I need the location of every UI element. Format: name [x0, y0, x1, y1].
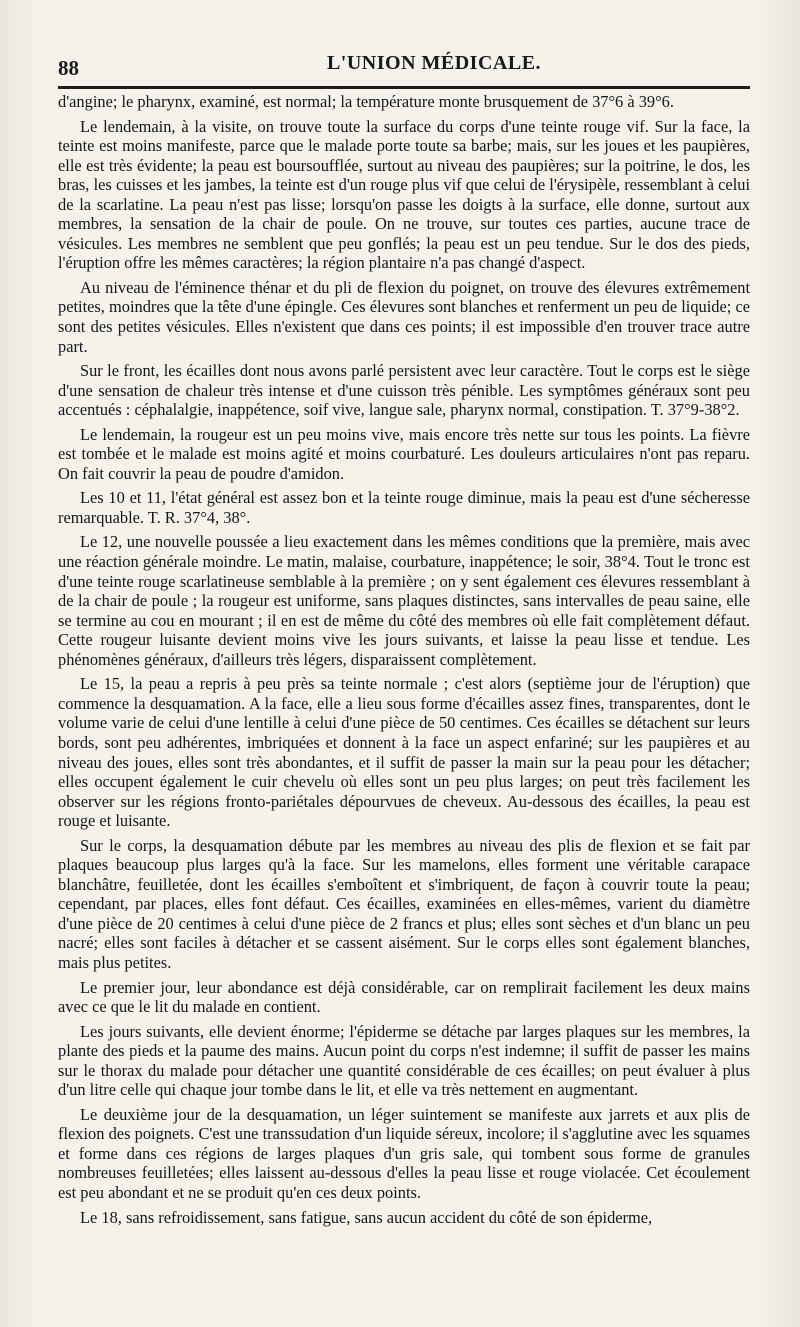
paragraph: Le 15, la peau a repris à peu près sa teinte normale ; c'est alors (septième jour de l'éruption) que commence la desquamation. A la face, elle a lieu sous forme d'écailles assez fines, transparentes, dont le volume varie de celui d'une lentille à celui d'une pièce de 50 centimes. Ces écailles se détachent sur leurs bords, sont peu adhérentes, imbriquées et donnent à la face un aspect enfariné; sur les paupières et au niveau des joues, elles sont très abondantes, et il suffit de passer la main sur la peau pour les détacher; elles occupent également le cuir chevelu où elles sont un peu plus larges; on peut très facilement les observer sur les régions fronto-pariétales dépourvues de cheveux. Au-dessous des écailles, la peau est rouge et luisante. — [58, 674, 750, 831]
paragraph: Au niveau de l'éminence thénar et du pli de flexion du poignet, on trouve des élevures extrêmement petites, moindres que la tête d'une épingle. Ces élevures sont blanches et renferment un peu de liquide; ce sont des petites vésicules. Elles n'existent que dans ces points; il est impossible d'en trouver trace autre part. — [58, 277, 750, 356]
paragraph: Le lendemain, la rougeur est un peu moins vive, mais encore très nette sur tous les points. La fièvre est tombée et le malade est moins agité et moins courbaturé. Les douleurs articulaires n'ont pas reparu. On fait couvrir la peau de poudre d'amidon. — [58, 424, 750, 483]
paragraph: Le premier jour, leur abondance est déjà considérable, car on remplirait facilement les deux mains avec ce que le lit du malade en contient. — [58, 977, 750, 1017]
paragraph: Le lendemain, à la visite, on trouve toute la surface du corps d'une teinte rouge vif. Sur la face, la teinte est moins manifeste, parce que le malade porte toute sa barbe; mais, sur les joues et les paupières, elle est très évidente; la peau est boursoufflée, surtout au niveau des paupières; sur la poitrine, le dos, les bras, les cuisses et les jambes, la teinte est d'un rouge plus vif que celui de l'érysipèle, ressemblant à celui de la scarlatine. La peau n'est pas lisse; lorsqu'on passe les doigts à la surface, elle donne, surtout aux membres, la sensation de la chair de poule. On ne trouve, sur toutes ces parties, aucune trace de vésicules. Les membres ne semblent que peu gonflés; la peau est un peu tendue. Sur le dos des pieds, l'éruption offre les mêmes caractères; la région plantaire n'a pas changé d'aspect. — [58, 116, 750, 273]
paragraph: Le deuxième jour de la desquamation, un léger suintement se manifeste aux jarrets et aux plis de flexion des poignets. C'est une transsudation d'un liquide séreux, incolore; il s'agglutine avec les squames et forme dans ces régions de larges plaques d'un gris sale, qui tombent sous forme de granules nombreuses feuilletées; elles laissent au-dessous d'elles la peau lisse et rouge violacée. Cet écoulement est peu abondant et ne se produit qu'en ces deux points. — [58, 1104, 750, 1202]
paragraph: Sur le front, les écailles dont nous avons parlé persistent avec leur caractère. Tout le corps est le siège d'une sensation de chaleur très intense et d'une cuisson très pénible. Les symptômes généraux sont peu accentués : céphalalgie, inappétence, soif vive, langue sale, pharynx normal, constipation. T. 37°9-38°2. — [58, 361, 750, 420]
page-header — [58, 50, 750, 84]
running-title: L'UNION MÉDICALE. — [326, 52, 542, 74]
paragraph: Le 12, une nouvelle poussée a lieu exactement dans les mêmes conditions que la première, mais avec une réaction générale moindre. Le matin, malaise, courbature, inappétence; le soir, 38°4. Tout le tronc est d'une teinte rouge scarlatineuse semblable à la première ; on y sent également ces élevures ressemblant à de la chair de poule ; la rougeur est uniforme, sans plaques distinctes, sans intervalles de peau saine, elle se termine au cou en mourant ; il en est de même du côté des membres où elle fait complètement défaut. Cette rougeur luisante devient moins vive les jours suivants, et laisse la peau lisse et tendue. Les phénomènes généraux, d'ailleurs très légers, disparaissent complètement. — [58, 532, 750, 669]
header-rule — [58, 86, 750, 89]
paragraph: d'angine; le pharynx, examiné, est normal; la température monte brusquement de 37°6 à 39°6. — [58, 92, 674, 111]
paragraph: Les jours suivants, elle devient énorme; l'épiderme se détache par larges plaques sur les membres, la plante des pieds et la paume des mains. Aucun point du corps n'est indemne; il suffit de passer les mains sur le thorax du malade pour détacher une quantité considérable de ces écailles; on peut évaluer à plus d'un litre celle qui chaque jour tombe dans le lit, et elle va très nettement en augmentant. — [58, 1021, 750, 1100]
paragraph: Sur le corps, la desquamation débute par les membres au niveau des plis de flexion et se fait par plaques beaucoup plus larges qu'à la face. Sur les mamelons, elles forment une véritable carapace blanchâtre, feuilletée, dont les écailles s'emboîtent et s'imbriquent, de façon à couvrir toute la peau; cependant, par places, elles font défaut. Ces écailles, examinées en elles-mêmes, varient du diamètre d'une pièce de 20 centimes à celui d'une pièce de 2 francs et plus; elles sont sèches et d'un blanc un peu nacré; elles sont faciles à détacher et se cassent aisément. Sur le corps elles sont également blanches, mais plus petites. — [58, 835, 750, 972]
body-text — [58, 92, 750, 1232]
page-number: 88 — [58, 56, 79, 80]
paragraph: Les 10 et 11, l'état général est assez bon et la teinte rouge diminue, mais la peau est d'une sécheresse remarquable. T. R. 37°4, 38°. — [58, 488, 750, 527]
paragraph: Le 18, sans refroidissement, sans fatigue, sans aucun accident du côté de son épiderme, — [80, 1207, 653, 1227]
